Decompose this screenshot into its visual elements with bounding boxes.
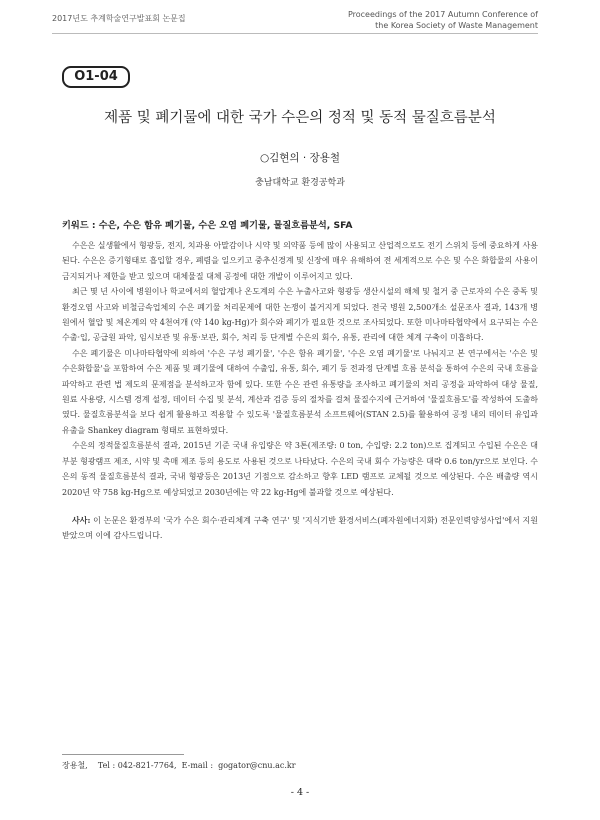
page-number: - 4 - bbox=[290, 787, 310, 798]
body-paragraph: 수은은 실생활에서 형광등, 전지, 치과용 아말감이나 시약 및 의약품 등에 많이 사용되고 산업적으로도 전기 스위치 등에 중요하게 사용된다. 수은은 증기형태로 흡입할 경우, 폐렴을 일으키고 중추신경계 및 신장에 매우 유해하여 전 세계적으로 수은 및 수은 화합물의 사용이 금지되거나 제한을 받고 있으며 대체물질 대체 공정에 대한 개발이 이루어지고 있다. bbox=[62, 241, 538, 281]
body-paragraph: 최근 몇 년 사이에 병원이나 학교에서의 혈압계나 온도계의 수은 누출사고와 형광등 생산시설의 해체 및 철거 중 근로자의 수은 중독 및 환경오염 사고와 비철금속업체의 수은 폐기물 처리문제에 대한 논쟁이 불거지게 되었다. 전국 병원 2,500개소 설문조사 결과, 143개 병원에서 혈압 및 체온계의 약 4천여개 (약 140 kg-Hg)가 회수와 폐기가 필요한 것으로 조사되었다. 또한 미나마타협약에서 요구되는 수은 수출·입, 공급원 파악, 임시보관 및 유통·보관, 회수, 처리 등 단계별 수은의 회수, 유통, 관리에 대한 체계 구축이 미흡하다. bbox=[62, 287, 538, 343]
corresponding-author-footnote: 장용철, Tel : 042-821-7764, E-mail : gogator@cnu.ac.kr bbox=[62, 761, 296, 770]
session-code-badge: O1-04 bbox=[62, 66, 130, 88]
keywords-line: 키워드 : 수은, 수은 함유 폐기물, 수은 오염 폐기물, 물질흐름분석, SFA bbox=[62, 220, 353, 231]
acknowledgement-text: 이 논문은 환경부의 '국가 수은 회수·관리체계 구축 연구' 및 '지식기반 환경서비스(폐자원에너지화) 전문인력양성사업'에서 지원받았으며 이에 감사드립니다. bbox=[62, 515, 538, 541]
acknowledgement bbox=[62, 513, 538, 544]
header-divider bbox=[52, 33, 538, 34]
acknowledgement-label: 사사: bbox=[72, 514, 91, 525]
paper-title: 제품 및 폐기물에 대한 국가 수은의 정적 및 동적 물질흐름분석 bbox=[104, 110, 496, 126]
paper-affiliation: 충남대학교 환경공학과 bbox=[255, 178, 345, 188]
paper-authors: ○김현의 · 장용철 bbox=[259, 152, 341, 164]
body-paragraph: 수은의 정적물질흐름분석 결과, 2015년 기준 국내 유입량은 약 3톤(제조량: 0 ton, 수입량: 2.2 ton)으로 집계되고 수입된 수은은 대부분 형광램프 제조, 시약 및 촉매 제조 등의 용도로 사용된 것으로 나타났다. 수은의 국내 회수 가능량은 대략 0.6 ton/yr으로 보인다. 수은의 동적 물질흐름분석 결과, 국내 형광등은 2013년 기점으로 감소하고 향후 LED 램프로 교체될 것으로 예상된다. 수은 배출량 역시 2020년 약 758 kg-Hg으로 예상되었고 2030년에는 약 22 kg-Hg에 불과할 것으로 예상된다. bbox=[62, 441, 538, 497]
footnote-divider bbox=[62, 754, 184, 755]
running-header-right-line2: the Korea Society of Waste Management bbox=[375, 21, 538, 30]
body-paragraph: 수은 폐기물은 미나마타협약에 의하여 '수은 구성 폐기물', '수은 함유 폐기물', '수은 오염 폐기물'로 나눠지고 본 연구에서는 '수은 및 수은화합물'을 포함하여 수은 제품 및 폐기물에 대하여 수출입, 유통, 회수, 폐기 등 전과정 단계별 흐름 분석을 통하여 수은의 국내 흐름을 파악하고 관련 법 제도의 문제점을 분석하고자 함에 있다. 또한 수은 관련 유통량을 조사하고 폐기물의 처리 공정을 파악하여 대상 물질, 원료 사용량, 시스템 경계 설정, 데이터 수집 및 분석, 계산과 검증 등의 절차를 걸쳐 물질수지에 근거하여 '물질흐름도'를 작성하여 도출하였다. 물질흐름분석을 보다 쉽게 활용하고 적용할 수 있도록 '물질흐름분석 소프트웨어(STAN 2.5)를 활용하여 공정 내의 데이터 유입과 유출을 Shankey diagram 형태로 표현하였다. bbox=[62, 348, 538, 435]
running-header-right-line1: Proceedings of the 2017 Autumn Conference of bbox=[347, 10, 538, 19]
abstract-body bbox=[62, 238, 538, 544]
running-header-left: 2017년도 추계학술연구발표회 논문집 bbox=[52, 14, 186, 23]
running-header-right bbox=[278, 9, 538, 31]
